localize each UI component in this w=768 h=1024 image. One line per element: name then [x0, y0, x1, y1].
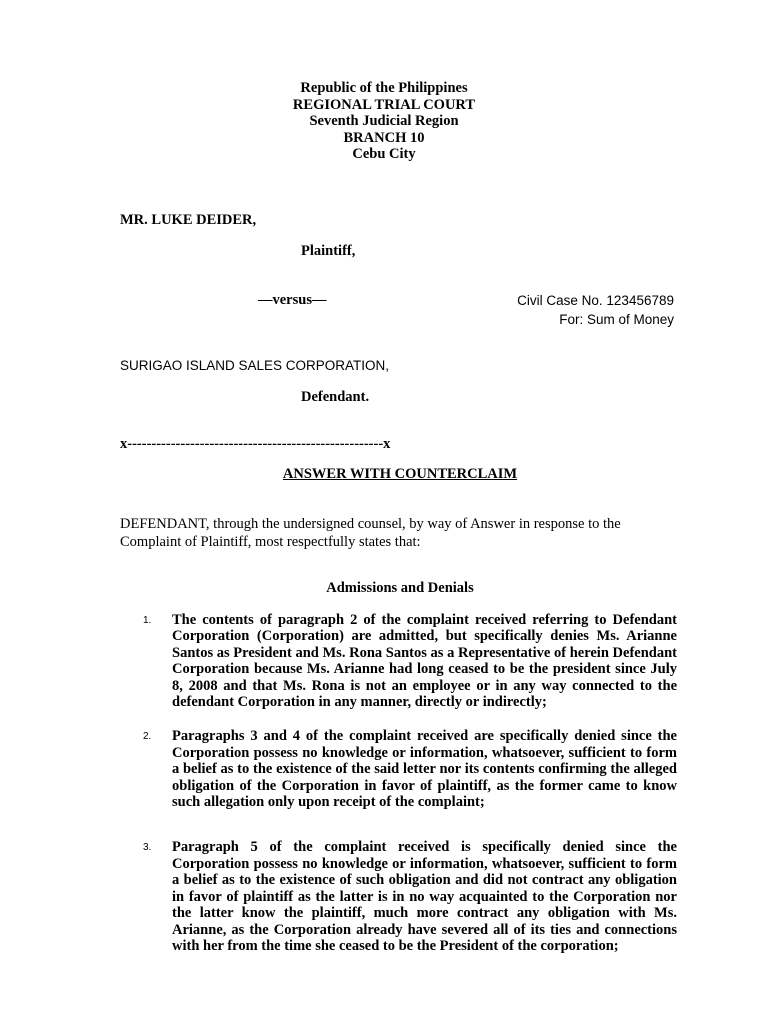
- paragraph-1: [143, 612, 677, 711]
- document-title: ANSWER WITH COUNTERCLAIM: [282, 466, 518, 482]
- versus-label: —versus—: [258, 292, 327, 308]
- header-republic: Republic of the Philippines: [300, 80, 468, 96]
- court-header: [0, 80, 768, 163]
- intro-paragraph: DEFENDANT, through the undersigned counsel, by way of Answer in response to the Complaint of Plaintiff, most respectfully states that:: [120, 516, 621, 550]
- case-nature: For: Sum of Money: [559, 312, 674, 327]
- header-city: Cebu City: [352, 146, 416, 163]
- plaintiff-name: MR. LUKE DEIDER,: [120, 212, 257, 228]
- paragraph-number: 2.: [143, 731, 152, 743]
- header-branch: BRANCH 10: [343, 129, 425, 146]
- paragraph-2: [143, 728, 677, 811]
- paragraph-text: Paragraph 5 of the complaint received is specifically denied since the Corporation possess no knowledge or information, whatsoever, sufficient to form a belief as to the existence of such obligation and did not contract any obligation in favor of plaintiff as the latter is in no way acquainted to the Corporation nor the latter know the plaintiff, much more contract any obligation with Ms. Arianne, as the Corporation already have severed all of its ties and connections with her from the time she ceased to be the President of the corporation;: [172, 839, 677, 954]
- section-heading: Admissions and Denials: [326, 580, 474, 596]
- paragraph-3: [143, 839, 677, 954]
- plaintiff-label: Plaintiff,: [301, 243, 356, 259]
- case-number: Civil Case No. 123456789: [517, 293, 674, 308]
- defendant-name: SURIGAO ISLAND SALES CORPORATION,: [120, 358, 390, 373]
- header-region: Seventh Judicial Region: [309, 113, 459, 130]
- paragraph-text: Paragraphs 3 and 4 of the complaint received are specifically denied since the Corporation possess no knowledge or information, whatsoever, sufficient to form a belief as to the existence of the said letter nor its contents confirming the alleged obligation of the Corporation in favor of plaintiff, as the former came to know such allegation only upon receipt of the complaint;: [172, 728, 677, 811]
- paragraph-text: The contents of paragraph 2 of the complaint received referring to Defendant Corporation (Corporation) are admitted, but specifically denies Ms. Arianne Santos as President and Ms. Rona Santos as a Representative of herein Defendant Corporation because Ms. Arianne had long ceased to be the president since July 8, 2008 and that Ms. Rona is not an employee or in any way connected to the defendant Corporation in any manner, directly or indirectly;: [172, 612, 677, 711]
- caption-separator: x-----------------------------------------------------x: [120, 436, 391, 452]
- paragraph-number: 1.: [143, 615, 152, 626]
- paragraph-number: 3.: [143, 842, 152, 854]
- defendant-label: Defendant.: [301, 389, 370, 405]
- header-court: REGIONAL TRIAL COURT: [292, 96, 476, 113]
- numbered-paragraphs: [0, 612, 768, 954]
